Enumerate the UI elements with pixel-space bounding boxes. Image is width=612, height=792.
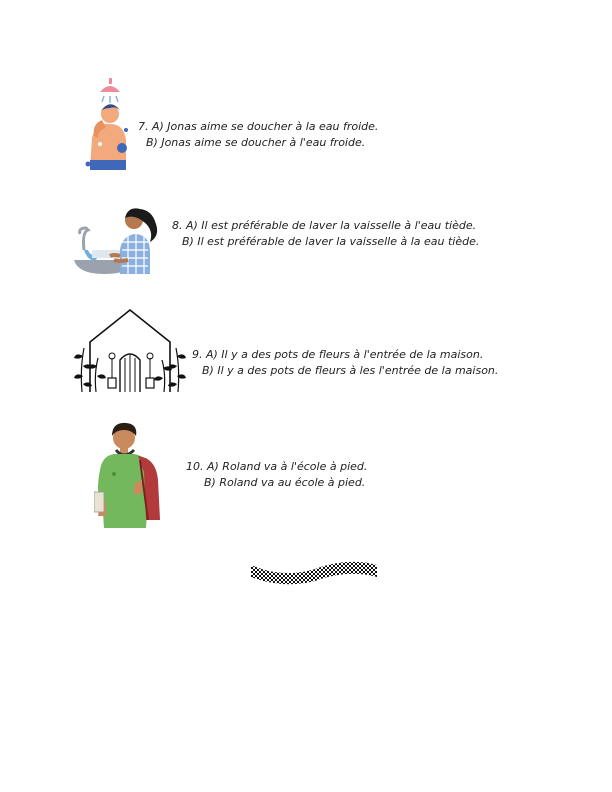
question-8-option-a: 8. A) Il est préférable de laver la vaisselle à l'eau tiède.: [172, 219, 477, 232]
question-10-option-b: B) Roland va au école à pied.: [204, 476, 366, 489]
question-9-option-b: B) Il y a des pots de fleurs à les l'entrée de la maison.: [202, 364, 499, 377]
question-8-option-b: B) Il est préférable de laver la vaisselle à la eau tiède.: [182, 235, 480, 248]
shower-person-icon: [82, 78, 132, 174]
question-10-option-a: 10. A) Roland va à l'école à pied.: [186, 460, 368, 473]
question-9-option-a: 9. A) Il y a des pots de fleurs à l'entrée de la maison.: [192, 348, 484, 361]
student-with-backpack-icon: [94, 420, 166, 532]
question-8: [172, 218, 479, 250]
question-7-option-a: 7. A) Jonas aime se doucher à la eau froide.: [138, 120, 379, 133]
dishwashing-woman-icon: [74, 200, 164, 278]
question-7: [138, 119, 378, 151]
checkered-wave-divider: [251, 555, 377, 587]
question-9: [192, 347, 498, 379]
question-7-option-b: B) Jonas aime se doucher à l'eau froide.: [146, 136, 366, 149]
house-with-flowers-icon: [74, 308, 186, 394]
question-10: [186, 459, 367, 491]
